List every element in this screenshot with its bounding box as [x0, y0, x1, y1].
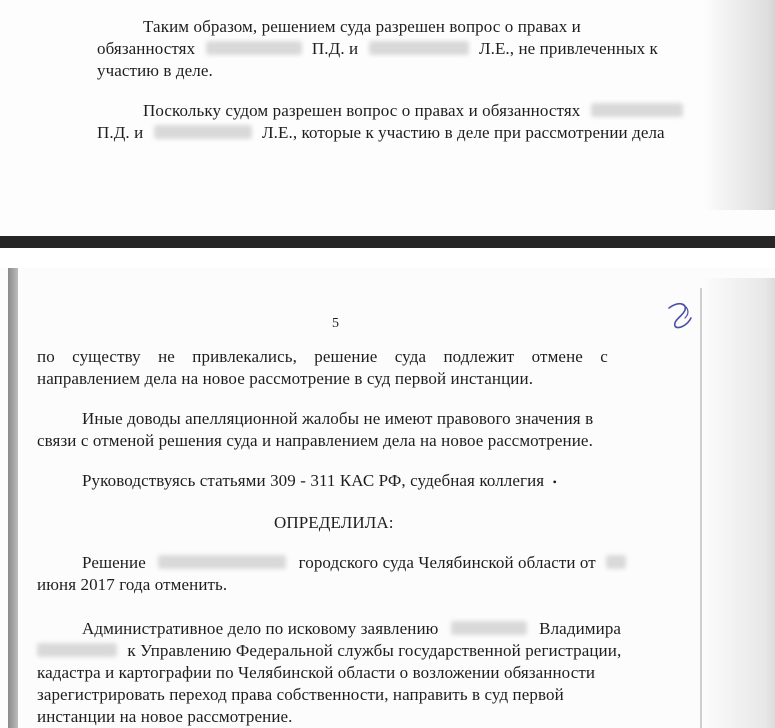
document-page-top: [0, 0, 775, 240]
text-line: [82, 552, 626, 574]
text-line: Иные доводы апелляционной жалобы не имеют правового значения в: [82, 409, 594, 428]
text-line: зарегистрировать переход права собственности, направить в суд первой: [37, 685, 564, 704]
page-binding-edge: [8, 268, 18, 728]
text-line: Таким образом, решением суда разрешен вопрос о правах и: [143, 17, 581, 36]
text-fragment: обязанностях: [97, 39, 196, 58]
handwritten-mark-icon: [663, 298, 697, 332]
text-fragment: Владимира: [539, 619, 622, 638]
text-fragment: к Управлению Федеральной службы государственной регистрации,: [127, 641, 622, 660]
redacted-name: [451, 621, 527, 635]
text-line: участию в деле.: [97, 61, 213, 80]
text-fragment: П.Д. и: [97, 123, 144, 142]
bullet-mark: •: [552, 475, 557, 489]
text-fragment: П.Д. и: [311, 39, 359, 58]
text-line: [97, 38, 658, 60]
redacted-date: [606, 555, 626, 569]
text-fragment: Руководствуясь статьями 309 - 311 КАС РФ, судебная коллегия: [82, 471, 545, 490]
text-line: [97, 122, 665, 144]
text-line: инстанции на новое рассмотрение.: [37, 707, 293, 726]
ruling-heading: ОПРЕДЕЛИЛА:: [274, 513, 394, 532]
text-line: [143, 100, 683, 122]
redacted-name: [158, 555, 286, 569]
text-line: связи с отменой решения суда и направлением дела на новое рассмотрение.: [37, 431, 593, 450]
text-line: июня 2017 года отменить.: [37, 575, 228, 594]
text-line: по существу не привлекались, решение суда подлежит отмене с: [37, 347, 608, 366]
text-fragment: Поскольку судом разрешен вопрос о правах и обязанностях: [143, 101, 581, 120]
redacted-name: [206, 41, 302, 55]
text-fragment: Решение: [82, 553, 146, 572]
redacted-name: [154, 125, 252, 139]
text-line: [82, 470, 557, 493]
text-line: направлением дела на новое рассмотрение в суд первой инстанции.: [37, 369, 534, 388]
text-fragment: Л.Е., которые к участию в деле при рассмотрении дела: [262, 123, 665, 142]
text-fragment: Административное дело по исковому заявлению: [82, 619, 439, 638]
page-edge: [700, 288, 702, 728]
text-fragment: городского суда Челябинской области от: [298, 553, 596, 572]
redacted-name: [591, 103, 683, 117]
scan-separator-strip: [0, 248, 775, 268]
page-number: 5: [332, 316, 339, 331]
text-line: кадастра и картографии по Челябинской области о возложении обязанности: [37, 663, 596, 682]
page-shadow: [703, 0, 775, 210]
page-shadow: [703, 278, 775, 728]
redacted-name: [369, 41, 469, 55]
text-line: [37, 640, 621, 662]
text-line: [82, 618, 621, 640]
redacted-name: [37, 643, 117, 657]
document-page-bottom: [0, 268, 775, 728]
text-fragment: Л.Е., не привлеченных к: [478, 39, 658, 58]
